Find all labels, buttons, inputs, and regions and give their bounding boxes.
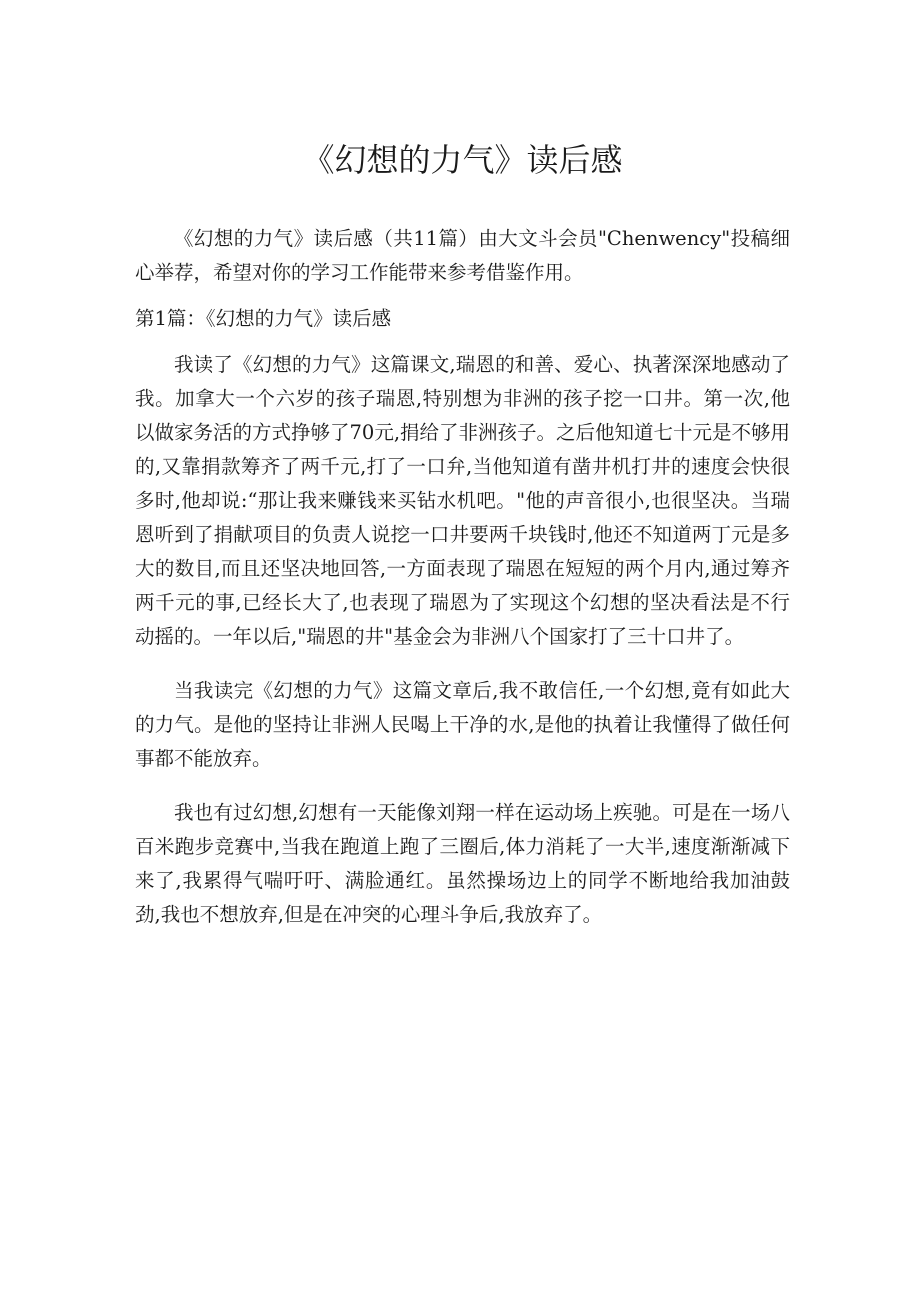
document-body — [135, 222, 790, 932]
document-title: 《幻想的力气》读后感 — [302, 141, 623, 179]
body-paragraph-1: 我读了《幻想的力气》这篇课文,瑞恩的和善、爱心、执著深深地感动了我。加拿大一个六岁的孩子瑞恩,特别想为非洲的孩子挖一口井。第一次,他以做家务活的方式挣够了70元,捐给了非洲孩子。之后他知道七十元是不够用的,又靠捐款筹齐了两千元,打了一口弁,当他知道有凿井机打井的速度会快很多时,他却说:“那让我来赚钱来买钻水机吧。"他的声音很小,也很坚决。当瑞恩听到了捐献项目的负责人说挖一口井要两千块钱时,他还不知道两丁元是多大的数目,而且还坚决地回答,一方面表现了瑞恩在短短的两个月内,通过筹齐两千元的事,已经长大了,也表现了瑞恩为了实现这个幻想的坚决看法是不行动摇的。一年以后,"瑞恩的井"基金会为非洲八个国家打了三十口井了。 — [135, 353, 791, 648]
body-paragraph-2: 当我读完《幻想的力气》这篇文章后,我不敢信任,一个幻想,竟有如此大的力气。是他的坚持让非洲人民喝上干净的水,是他的执着让我懂得了做任何事都不能放弃。 — [135, 679, 790, 770]
body-paragraph-3: 我也有过幻想,幻想有一天能像刘翔一样在运动场上疾驰。可是在一场八百米跑步竞赛中,当我在跑道上跑了三圈后,体力消耗了一大半,速度渐渐减下来了,我累得气喘吁吁、满脸通红。虽然操场边上的同学不断地给我加油鼓劲,我也不想放弃,但是在冲突的心理斗争后,我放弃了。 — [135, 801, 790, 926]
section-heading: 第1篇：《幻想的力气》读后感 — [135, 307, 392, 330]
intro-paragraph: 《幻想的力气》读后感（共11篇）由大文斗会员"Chenwency"投稿细心举荐，希望对你的学习工作能带来参考借鉴作用。 — [135, 227, 790, 284]
